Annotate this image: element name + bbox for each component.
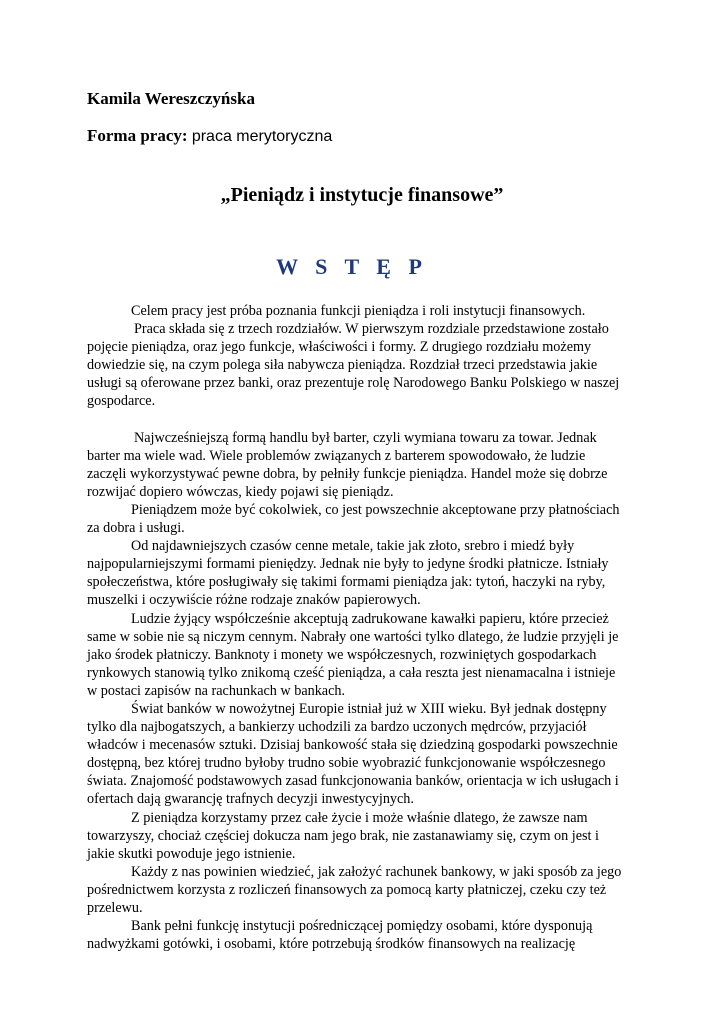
text-line: jako środek płatniczy. Banknoty i monety we współczesnych, rozwiniętych gospodarkach xyxy=(87,646,597,663)
text-line: w postaci zapisów na rachunkach w bankach. xyxy=(87,682,346,699)
text-line: nadwyżkami gotówki, i osobami, które potrzebują środków finansowych na realizację xyxy=(87,936,576,953)
text-line: społeczeństwa, które posługiwały się takimi formami pieniądza jak: tytoń, haczyki na ryby, xyxy=(87,574,606,591)
text-line: najpopularniejszymi formami pieniędzy. Jednak nie były to jedyne środki płatnicze. Istniały xyxy=(87,556,609,573)
text-line: tylko dla najbogatszych, a bankierzy uchodzili za bardzo uczonych mędrców, przyjaciół xyxy=(87,719,587,736)
text-line: muszelki i oczywiście różne rodzaje znaków papierowych. xyxy=(87,592,421,609)
text-line: Celem pracy jest próba poznania funkcji pieniądza i roli instytucji finansowych. xyxy=(131,303,586,319)
text-line: gospodarce. xyxy=(87,393,156,410)
text-line: Praca składa się z trzech rozdziałów. W pierwszym rozdziale przedstawione zostało xyxy=(134,321,609,338)
work-form-line xyxy=(87,126,332,146)
text-line: jakie skutki powoduje jego istnienie. xyxy=(87,845,296,862)
work-form-value: praca merytoryczna xyxy=(191,128,333,145)
text-line: pośrednictwem korzysta z rozliczeń finansowych za pomocą karty płatniczej, czeku czy też xyxy=(87,881,607,898)
text-line: Ludzie żyjący współcześnie akceptują zadrukowane kawałki papieru, które przecież xyxy=(131,610,609,627)
text-line: ofertach dają gwarancję trafnych decyzji inwestycyjnych. xyxy=(87,791,414,808)
text-line: Z pieniądza korzystamy przez całe życie i może właśnie dlatego, że zawsze nam xyxy=(131,809,588,826)
text-line: usługi są oferowane przez banki, oraz prezentuje rolę Narodowego Banku Polskiego w naszej xyxy=(87,375,620,392)
text-line: dowiedzie się, na czym polega siła nabywcza pieniądza. Rozdział trzeci przedstawia jakie xyxy=(87,357,598,374)
text-line: Pieniądzem może być cokolwiek, co jest powszechnie akceptowane przy płatnościach xyxy=(131,501,620,518)
text-line: przelewu. xyxy=(87,900,143,916)
text-line: barter ma wiele wad. Wiele problemów związanych z barterem spowodowało, że ludzie xyxy=(87,447,586,464)
text-line: za dobra i usługi. xyxy=(87,520,185,537)
text-line: zaczęli wykorzystywać pewne dobra, by pełniły funkcje pieniądza. Handel może się dobrze xyxy=(87,465,608,482)
section-heading: W S T Ę P xyxy=(276,254,428,279)
work-form-label: Forma pracy: xyxy=(87,126,188,145)
author-name: Kamila Wereszczyńska xyxy=(87,89,255,108)
text-line: Od najdawniejszych czasów cenne metale, takie jak złoto, srebro i miedź były xyxy=(131,538,575,555)
text-line: towarzyszy, chociaż częściej dokucza nam jego brak, nie zastanawiamy się, czym on jest i xyxy=(87,827,599,844)
text-line: pojęcie pieniądza, oraz jego funkcje, właściwości i formy. Z drugiego rozdziału możemy xyxy=(87,339,592,356)
text-line: Bank pełni funkcję instytucji pośredniczącej pomiędzy osobami, które dysponują xyxy=(131,918,593,935)
text-line: władców i mecenasów sztuki. Dzisiaj bankowość stała się dziedziną gospodarki powszechnie xyxy=(87,737,618,754)
text-line: Świat banków w nowożytnej Europie istniał już w XIII wieku. Był jednak dostępny xyxy=(131,700,607,717)
text-line: Najwcześniejszą formą handlu był barter, czyli wymiana towaru za towar. Jednak xyxy=(134,429,597,446)
text-line: rozwijać dopiero wówczas, kiedy pojawi się pieniądz. xyxy=(87,483,394,500)
text-line: dostępną, bez której trudno byłoby trudno sobie wyobrazić funkcjonowanie współczesnego xyxy=(87,755,606,772)
paragraph-gap xyxy=(87,411,647,429)
body-text xyxy=(87,302,647,953)
text-line: same w sobie nie są niczym cennym. Nabrały one wartości tylko dlatego, że ludzie przyjęli je xyxy=(87,628,619,645)
document-title: „Pieniądz i instytucje finansowe” xyxy=(220,184,504,206)
text-line: świata. Znajomość podstawowych zasad funkcjonowania banków, orientacja w ich usługach i xyxy=(87,773,619,790)
text-line: Każdy z nas powinien wiedzieć, jak założyć rachunek bankowy, w jaki sposób za jego xyxy=(131,863,622,880)
text-line: rynkowych stanowią tylko znikomą cześć pieniądza, a cała reszta jest nienamacalna i istnieje xyxy=(87,664,616,681)
